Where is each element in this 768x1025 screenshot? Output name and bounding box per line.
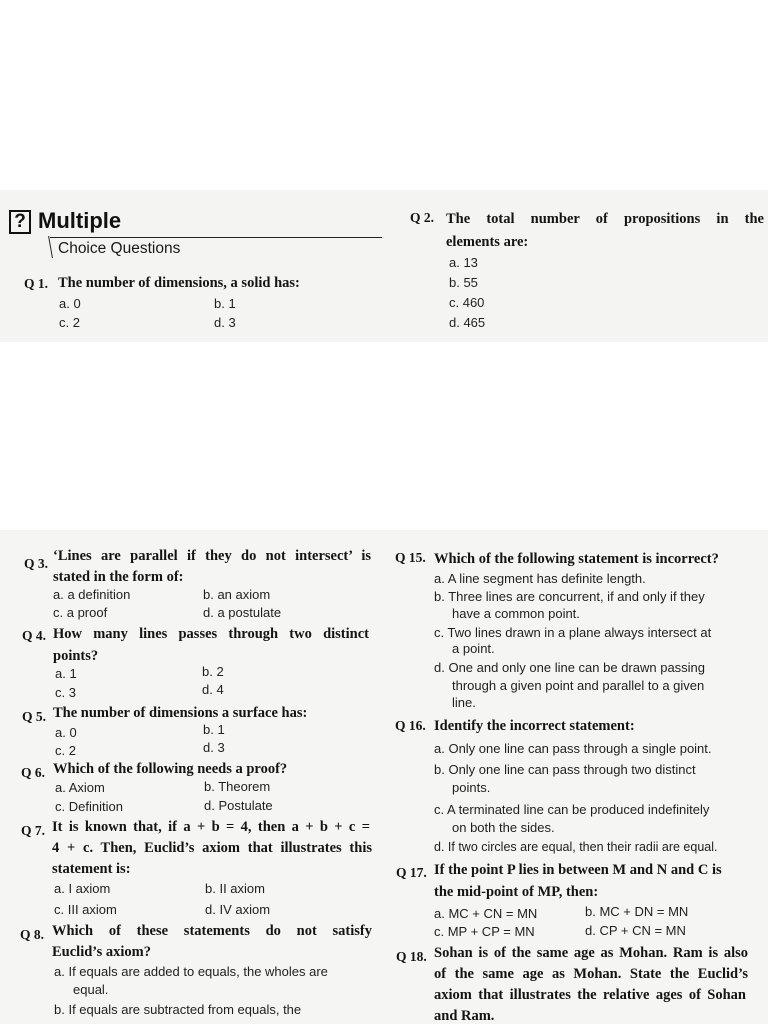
q8-option-a-line2: equal. [73,982,109,997]
q4-option-a: a. 1 [55,666,77,681]
q7-text-line3: statement is: [52,861,131,877]
q1-option-c: c. 2 [59,315,80,330]
q17-option-b: b. MC + DN = MN [585,904,689,919]
q3-option-c: c. a proof [53,605,108,620]
q7-option-b: b. II axiom [205,881,265,896]
q18-text-line3: axiom that illustrates the relative ages of Sohan [434,987,746,1003]
q15-option-d-line3: line. [452,695,476,710]
q8-option-b-line1: b. If equals are subtracted from equals, the [54,1002,302,1017]
question-mark-icon: ? [9,210,31,234]
q8-text-line1: Which of these statements do not satisfy [52,923,372,939]
q16-text: Identify the incorrect statement: [434,718,635,734]
q16-option-b-line1: b. Only one line can pass through two distinct [434,762,696,777]
q1-text: The number of dimensions, a solid has: [58,275,300,291]
q4-number: Q 4. [22,628,47,643]
q3-option-b: b. an axiom [203,587,271,602]
q4-option-c: c. 3 [55,685,76,700]
q6-text: Which of the following needs a proof? [53,761,288,777]
q17-option-a: a. MC + CN = MN [434,906,538,921]
q4-text-line2: points? [53,648,99,664]
q2-text-line2: elements are: [446,234,529,250]
q7-text-line1: It is known that, if a + b = 4, then a + b + c = [52,819,370,835]
q1-number: Q 1. [24,276,49,291]
q4-option-b: b. 2 [202,664,224,679]
q16-option-c-line1: c. A terminated line can be produced indefinitely [434,802,710,817]
q3-text-line1: ‘Lines are parallel if they do not intersect’ is [53,548,371,564]
q5-option-c: c. 2 [55,743,76,758]
q6-option-a: a. Axiom [55,780,105,795]
q2-text-line1: The total number of propositions in the [446,211,764,227]
q17-number: Q 17. [396,865,427,880]
q8-number: Q 8. [20,927,45,942]
q7-number: Q 7. [21,823,46,838]
q3-option-d: d. a postulate [203,605,282,620]
q2-option-a: a. 13 [449,255,478,270]
q15-number: Q 15. [395,550,426,565]
q18-text-line4: and Ram. [434,1008,495,1024]
q1-option-a: a. 0 [59,296,81,311]
section-subtitle: Choice Questions [58,240,181,257]
q7-text-line2: 4 + c. Then, Euclid’s axiom that illustrates this [52,840,372,856]
q6-option-d: d. Postulate [204,798,273,813]
q6-option-c: c. Definition [55,799,123,814]
q2-option-d: d. 465 [449,315,486,330]
q15-option-d-line2: through a given point and parallel to a given [452,678,705,693]
q8-text-line2: Euclid’s axiom? [52,944,151,960]
q1-option-d: d. 3 [214,315,236,330]
q15-option-b-line1: b. Three lines are concurrent, if and only if they [434,589,705,604]
q1-option-b: b. 1 [214,296,236,311]
q7-option-c: c. III axiom [54,902,117,917]
q6-number: Q 6. [21,765,46,780]
q2-number: Q 2. [410,210,435,225]
q17-option-c: c. MP + CP = MN [434,924,535,939]
q18-text-line2: of the same age as Mohan. State the Euclid’s [434,966,748,982]
q2-option-b: b. 55 [449,275,478,290]
q17-option-d: d. CP + CN = MN [585,923,686,938]
q16-option-a: a. Only one line can pass through a single point. [434,741,712,756]
q15-option-c-line2: a point. [452,641,495,656]
q3-number: Q 3. [24,556,49,571]
q5-option-b: b. 1 [203,722,225,737]
q3-text-line2: stated in the form of: [53,569,184,585]
q15-option-d-line1: d. One and only one line can be drawn passing [434,660,706,675]
q17-text-line2: the mid-point of MP, then: [434,884,599,900]
q15-option-c-line1: c. Two lines drawn in a plane always intersect at [434,625,712,640]
q4-text-line1: How many lines passes through two distinct [53,626,369,642]
q4-option-d: d. 4 [202,682,224,697]
q16-option-b-line2: points. [452,780,491,795]
q8-option-a-line1: a. If equals are added to equals, the wholes are [54,964,328,979]
section-title: Multiple [38,208,122,233]
q18-number: Q 18. [396,949,427,964]
q17-text-line1: If the point P lies in between M and N and C is [434,862,722,878]
q15-option-a: a. A line segment has definite length. [434,571,646,586]
q18-text-line1: Sohan is of the same age as Mohan. Ram is also [434,945,748,961]
q15-option-b-line2: have a common point. [452,606,580,621]
q16-number: Q 16. [395,718,426,733]
title-rule [50,237,382,238]
q7-option-d: d. IV axiom [205,902,271,917]
q5-option-a: a. 0 [55,725,77,740]
q7-option-a: a. I axiom [54,881,111,896]
q6-option-b: b. Theorem [204,779,271,794]
q5-number: Q 5. [22,709,47,724]
q15-text: Which of the following statement is incorrect? [434,551,719,567]
q5-option-d: d. 3 [203,740,225,755]
q16-option-d: d. If two circles are equal, then their radii are equal. [434,840,718,854]
q2-option-c: c. 460 [449,295,485,310]
q16-option-c-line2: on both the sides. [452,820,555,835]
q5-text: The number of dimensions a surface has: [53,705,308,721]
q3-option-a: a. a definition [53,587,131,602]
